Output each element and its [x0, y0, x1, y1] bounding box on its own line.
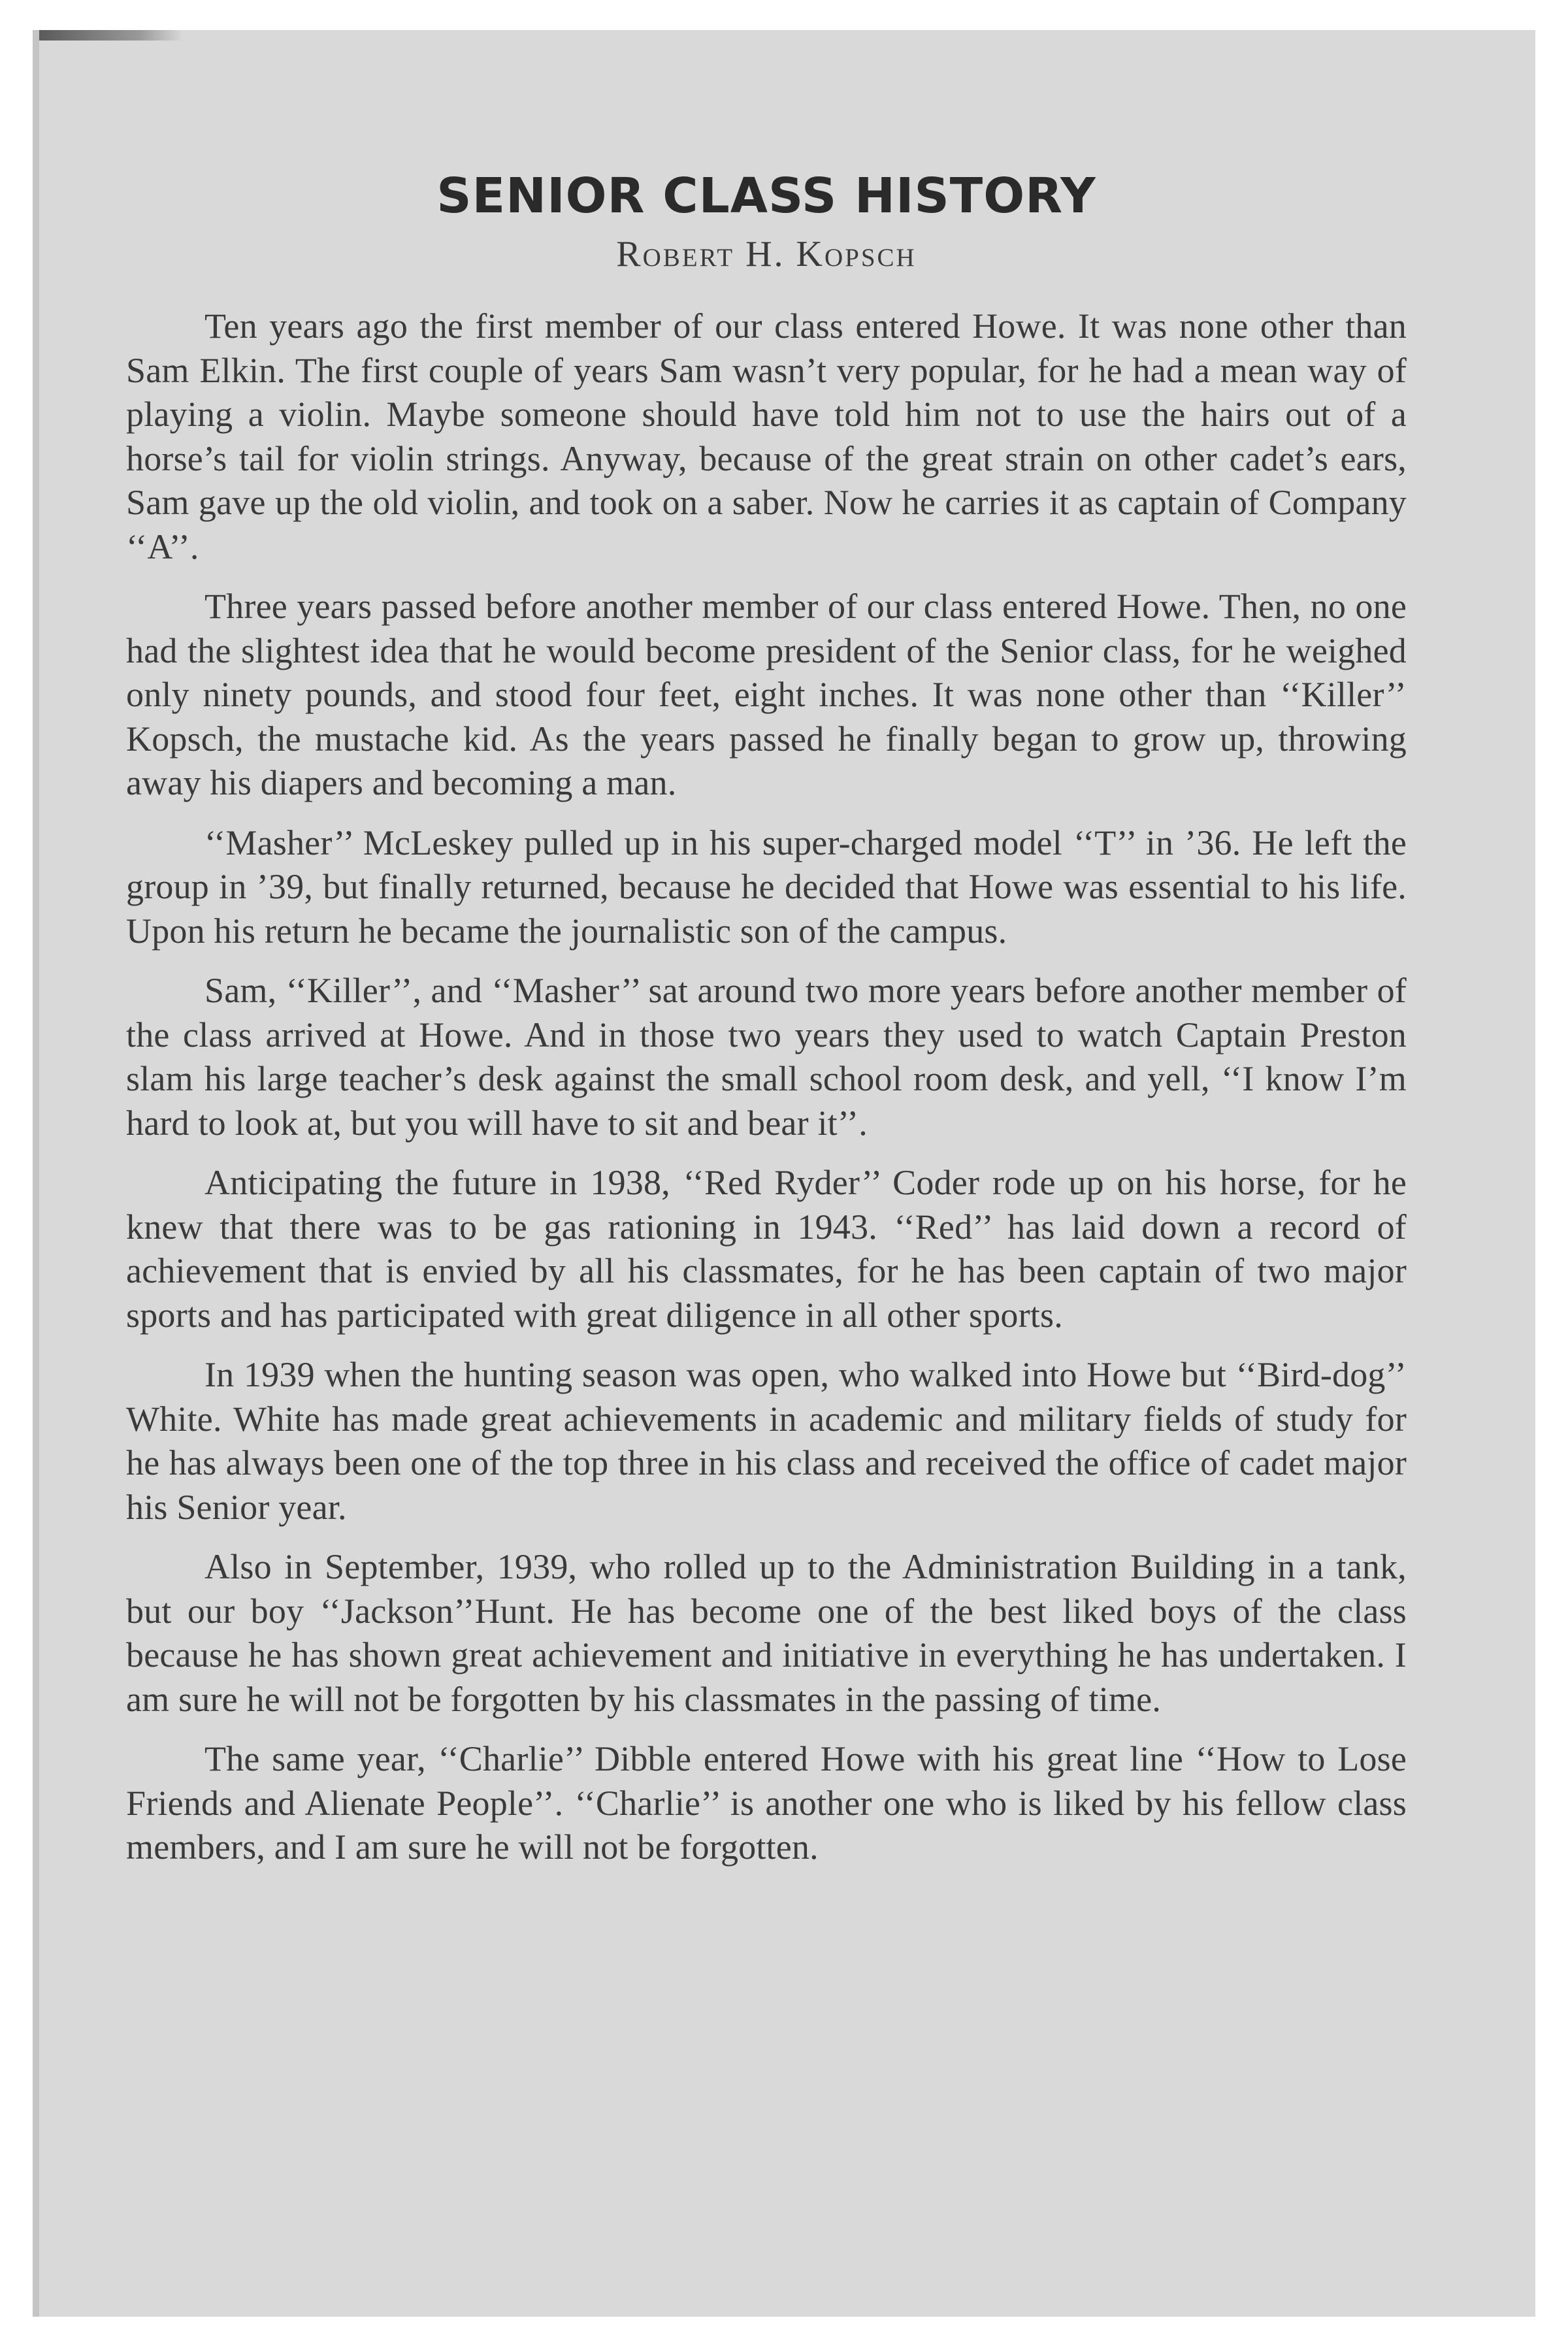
article-body	[126, 167, 1407, 1886]
paragraph-4: Sam, ‘‘Killer’’, and ‘‘Masher’’ sat around two more years before another member of the class arrived at Howe. And in those two years they used to watch Captain Preston slam his large teacher’s desk against the small school room desk, and yell, ‘‘I know I’m hard to look at, but you will have to sit and bear it’’.	[126, 971, 1407, 1143]
document-page	[33, 30, 1535, 2317]
paragraph-2: Three years passed before another member of our class entered Howe. Then, no one had the slightest idea that he would become president of the Senior class, for he weighed only ninety pounds, and stood four feet, eight inches. It was none other than ‘‘Killer’’ Kopsch, the mustache kid. As the years passed he finally began to grow up, throwing away his diapers and becoming a man.	[126, 587, 1407, 803]
paragraph-5: Anticipating the future in 1938, ‘‘Red Ryder’’ Coder rode up on his horse, for he knew that there was to be gas rationing in 1943. ‘‘Red’’ has laid down a record of achievement that is envied by all his classmates, for he has been captain of two major sports and has participated with great diligence in all other sports.	[126, 1163, 1407, 1335]
paragraph-7: Also in September, 1939, who rolled up to the Administration Building in a tank, but our boy ‘‘Jackson’’Hunt. He has become one of the best liked boys of the class because he has shown great achievement and initiative in everything he has undertaken. I am sure he will not be forgotten by his classmates in the passing of time.	[126, 1547, 1407, 1719]
paragraph-3: ‘‘Masher’’ McLeskey pulled up in his super-charged model ‘‘T’’ in ’36. He left the group in ’39, but finally returned, because he decided that Howe was essential to his life. Upon his return he became the journalistic son of the campus.	[126, 823, 1407, 951]
scan-edge-mark	[39, 30, 183, 41]
article-author: Robert H. Kopsch	[616, 233, 917, 274]
article-title: SENIOR CLASS HISTORY	[436, 168, 1096, 224]
paragraph-6: In 1939 when the hunting season was open, who walked into Howe but ‘‘Bird-dog’’ White. White has made great achievements in academic and military fields of study for he has always been one of the top three in his class and received the office of cadet major his Senior year.	[126, 1355, 1407, 1527]
paragraph-1: Ten years ago the first member of our class entered Howe. It was none other than Sam Elkin. The first couple of years Sam wasn’t very popular, for he had a mean way of playing a violin. Maybe someone should have told him not to use the hairs out of a horse’s tail for violin strings. Anyway, because of the great strain on other cadet’s ears, Sam gave up the old violin, and took on a saber. Now he carries it as captain of Company ‘‘A’’.	[126, 306, 1407, 566]
paragraph-8: The same year, ‘‘Charlie’’ Dibble entered Howe with his great line ‘‘How to Lose Friends and Alienate People’’. ‘‘Charlie’’ is another one who is liked by his fellow class members, and I am sure he will not be forgotten.	[126, 1739, 1407, 1867]
